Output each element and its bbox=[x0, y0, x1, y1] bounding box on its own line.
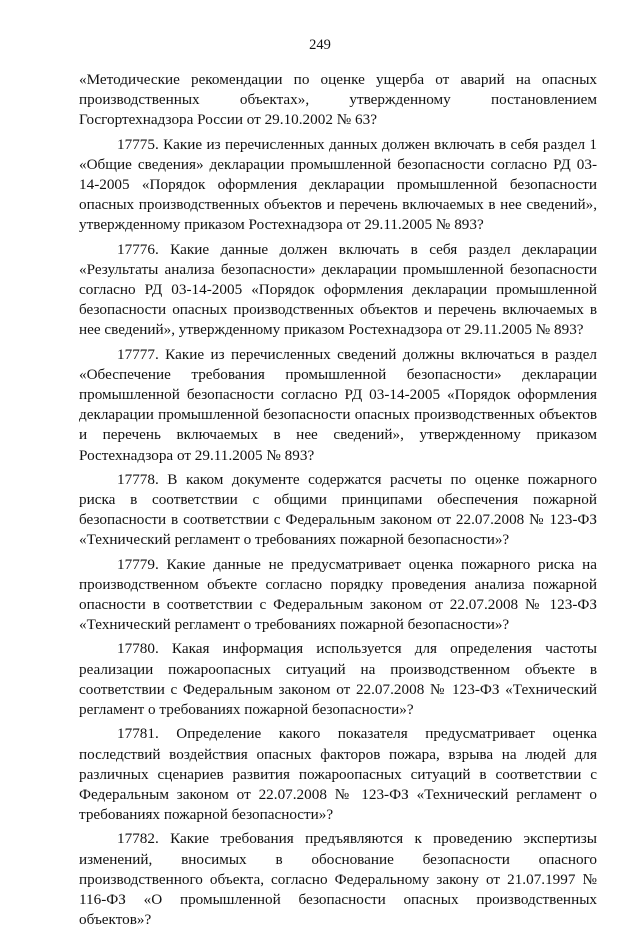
question-17777: 17777. Какие из перечисленных сведений должны включаться в раздел «Обеспечение требования промышленной безопасности» декларации промышленной безопасности согласно РД 03-14-2005 «Порядок оформления декларации промышленной безопасности опасных производственных объектов и перечень включаемых в нее сведений», утвержденному приказом Ростехнадзора от 29.11.2005 № 893? bbox=[79, 345, 597, 464]
question-17781: 17781. Определение какого показателя предусматривает оценка последствий воздействия опасных факторов пожара, взрыва на людей для различных сценариев развития пожароопасных ситуаций в соответствии с Федеральным законом от 22.07.2008 № 123-ФЗ «Технический регламент о требованиях пожарной безопасности»? bbox=[79, 725, 597, 824]
question-17778: 17778. В каком документе содержатся расчеты по оценке пожарного риска в соответствии с общими принципами обеспечения пожарной безопасности в соответствии с Федеральным законом от 22.07.2008 № 123-ФЗ «Технический регламент о требованиях пожарной безопасности»? bbox=[79, 470, 597, 549]
question-17782: 17782. Какие требования предъявляются к проведению экспертизы изменений, вносимых в обоснование безопасности опасного производственного объекта, согласно Федеральному закону от 21.07.1997 № 116-ФЗ «О промышленной безопасности опасных производственных объектов»? bbox=[79, 830, 597, 929]
question-17775: 17775. Какие из перечисленных данных должен включать в себя раздел 1 «Общие сведения» декларации промышленной безопасности согласно РД 03-14-2005 «Порядок оформления декларации промышленной безопасности опасных производственных объектов и перечень включаемых в нее сведений», утвержденному приказом Ростехнадзора от 29.11.2005 № 893? bbox=[79, 135, 597, 234]
paragraph-continuation: «Методические рекомендации по оценке ущерба от аварий на опасных производственных объектах», утвержденному постановлением Госгортехнадзора России от 29.10.2002 № 63? bbox=[79, 71, 597, 129]
question-17776: 17776. Какие данные должен включать в себя раздел декларации «Результаты анализа безопасности» декларации промышленной безопасности согласно РД 03-14-2005 «Порядок оформления декларации промышленной безопасности опасных производственных объектов и перечень включаемых в нее сведений», утвержденному приказом Ростехнадзора от 29.11.2005 № 893? bbox=[79, 240, 597, 339]
page-number: 249 bbox=[309, 37, 331, 53]
question-17780: 17780. Какая информация используется для определения частоты реализации пожароопасных ситуаций на производственном объекте в соответствии с Федеральным законом от 22.07.2008 № 123-ФЗ «Технический регламент о требованиях пожарной безопасности»? bbox=[79, 640, 597, 719]
page-content bbox=[79, 70, 597, 934]
question-17779: 17779. Какие данные не предусматривает оценка пожарного риска на производственном объекте согласно порядку проведения анализа пожарной опасности в соответствии с Федеральным законом от 22.07.2008 № 123-ФЗ «Технический регламент о требованиях пожарной безопасности»? bbox=[79, 555, 597, 634]
